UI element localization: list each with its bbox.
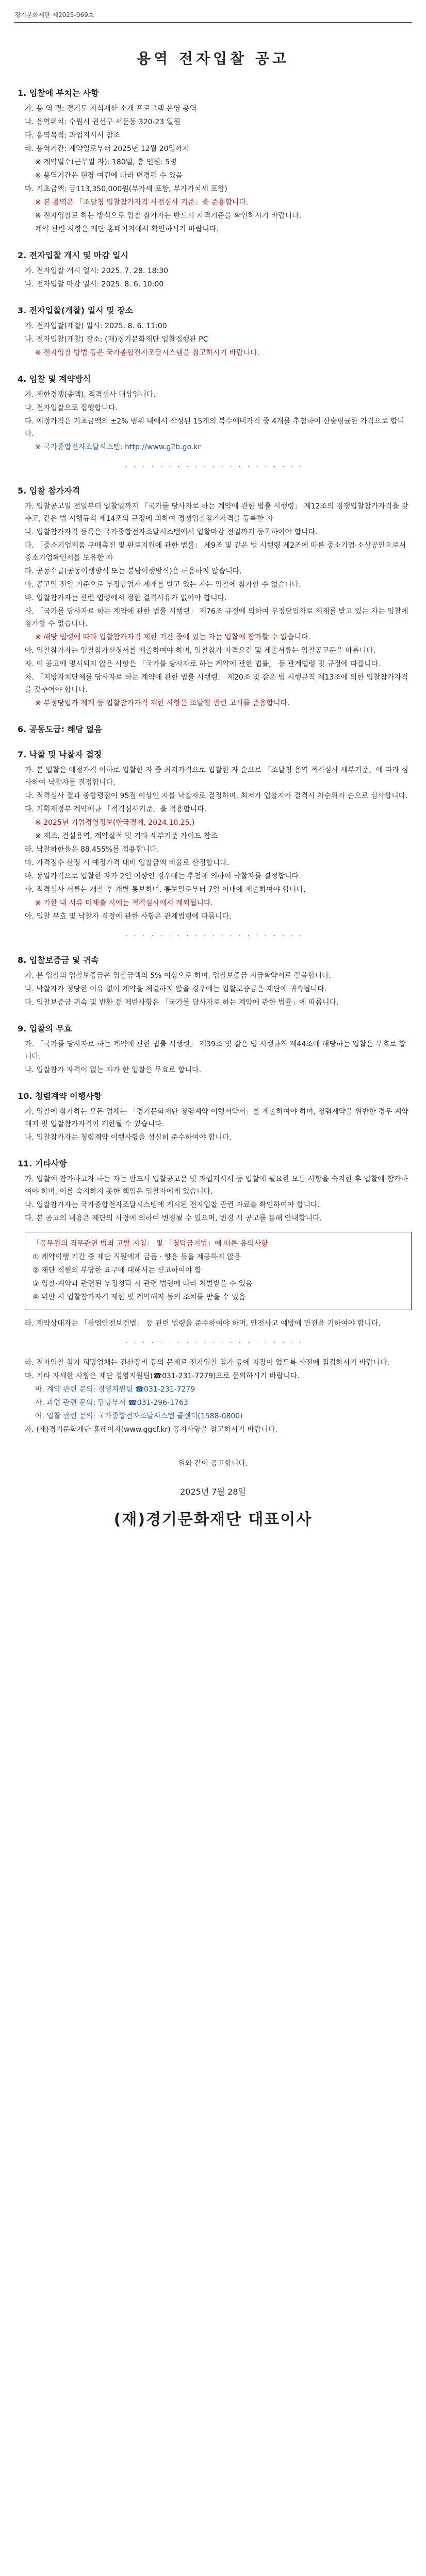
section-divider: · · · · · · · · · · · · · · · · · · · · · xyxy=(125,463,304,471)
section-block xyxy=(18,954,412,1009)
section-line: 사. 과업 관련 문의: 담당부서 ☎031-296-1763 xyxy=(35,1399,188,1407)
section-line: ※ 본 용역은 「조달청 입찰참가자격 사전심사 기준」을 준용합니다. xyxy=(35,198,249,207)
section-block xyxy=(18,723,412,735)
section-line: 라. 전자입찰 참가 희망업체는 전산장비 등의 문제로 전자입찰 참가 등에 지장이 없도록 사전에 점검하시기 바랍니다. xyxy=(25,1359,389,1367)
section-line: 아. 입찰참가자는 입찰참가신청서를 제출하여야 하며, 입찰참가 자격요건 및 제출서류는 입찰공고문을 따릅니다. xyxy=(25,647,375,655)
section-line: 나. 낙찰자가 정당한 이유 없이 계약을 체결하지 않을 경우에는 입찰보증금은 재단에 귀속됩니다. xyxy=(25,985,327,993)
section-line: 라. 낙찰하한율은 88.455%를 적용합니다. xyxy=(25,845,159,854)
section-line: ※ 전자입찰로 하는 방식으로 입찰 참가자는 반드시 자격기준을 확인하시기 바랍니다. xyxy=(35,212,302,220)
section-heading: 9. 입찰의 무효 xyxy=(18,1024,72,1033)
section-line: ※ 기한 내 서류 미제출 시에는 적격심사에서 제외됩니다. xyxy=(35,899,213,907)
section-block xyxy=(18,484,412,709)
section-line: 나. 전자입찰으로 집행합니다. xyxy=(25,404,118,412)
section-line: ※ 부정당업자 제재 등 입찰참가자격 제한 사항은 조달청 관련 고시를 준용합니다. xyxy=(35,699,290,707)
section-line: 자. 이 공고에 명시되지 않은 사항은 「국가를 당사자로 하는 계약에 관한 법률」 등 관계법령 및 규정에 따릅니다. xyxy=(25,660,381,668)
header-divider xyxy=(14,22,412,23)
section-line: 차. 「지방자치단체를 당사자로 하는 계약에 관한 법률 시행령」 제20조 및 같은 법 시행규칙 제13조에 의한 입찰참가자격을 갖추어야 합니다. xyxy=(25,673,408,694)
section-line: 가. 전자입찰 개시 일시: 2025. 7. 28. 18:30 xyxy=(25,267,169,275)
section-line: 다. 예정가격은 기초금액의 ±2% 범위 내에서 작성된 15개의 복수예비가격 중 4개를 추첨하여 산술평균한 가격으로 합니다. xyxy=(25,417,404,438)
section-line: 가. 입찰공고일 전일부터 입찰일까지 「국가를 당사자로 하는 계약에 관한 법률 시행령」 제12조의 경쟁입찰참가자격을 갖추고, 같은 법 시행규칙 제14조의 규정에 의하여 경쟁입찰참가자격을 등록한 자 xyxy=(25,502,408,523)
section-line: 나. 전자입찰(개찰) 장소: (재)경기문화재단 입찰집행관 PC xyxy=(25,335,208,344)
section-block xyxy=(18,748,412,923)
section-line: 다. 입찰보증금 귀속 및 반환 등 제반사항은 「국가를 당사자로 하는 계약에 관한 법률」에 따릅니다. xyxy=(25,998,339,1007)
section-block xyxy=(18,1357,412,1436)
section-line: 나. 적격심사 결과 종합평점이 95점 이상인 자를 낙찰자로 결정하며, 최저가 입찰자가 결격시 차순위자 순으로 심사합니다. xyxy=(25,792,408,800)
section-line: 나. 입찰참가자는 청렴계약 이행사항을 성실히 준수하여야 합니다. xyxy=(25,1133,232,1142)
section-heading: 1. 입찰에 부치는 사항 xyxy=(18,88,99,98)
page-title: 용역 전자입찰 공고 xyxy=(137,50,289,67)
section-line: ※ 전자입찰 방법 등은 국가종합전자조달시스템을 참고하시기 바랍니다. xyxy=(35,349,260,357)
section-line: 라. 용역기간: 계약일로부터 2025년 12월 20일까지 xyxy=(25,145,190,153)
section-line: 마. 가격점수 산정 시 예정가격 대비 입찰금액 비율로 산정합니다. xyxy=(25,859,230,867)
section-block xyxy=(18,1022,412,1076)
section-line: 가. 입찰에 참가하고자 하는 자는 반드시 입찰공고문 및 과업지시서 등 입찰에 필요한 모든 사항을 숙지한 후 입찰에 참가하여야 하며, 이를 숙지하지 못한 책임은 입찰자에게 있습니다. xyxy=(25,1175,408,1196)
section-line: 가. 본 입찰은 예정가격 이하로 입찰한 자 중 최저가격으로 입찰한 자 순으로 「조달청 용역 적격심사 세부기준」에 따라 심사하여 낙찰자를 결정합니다. xyxy=(25,766,408,787)
section-line: 마. 기타 자세한 사항은 재단 경영지원팀(☎031-231-7279)으로 문의하시기 바랍니다. xyxy=(25,1372,300,1380)
section-line: 다. 본 공고의 내용은 재단의 사정에 의하여 변경될 수 있으며, 변경 시 공고를 통해 안내합니다. xyxy=(25,1214,322,1223)
section-heading: 10. 청렴계약 이행사항 xyxy=(18,1091,102,1101)
section-heading: 5. 입찰 참가자격 xyxy=(18,486,80,496)
section-line: 사. 「국가를 당사자로 하는 계약에 관한 법률 시행령」 제76조 규정에 의하여 부정당업자로 제재를 받고 있는 자는 입찰에 참가할 수 없습니다. xyxy=(25,607,408,628)
section-block xyxy=(18,1157,412,1330)
section-line: 다. 「중소기업제품 구매촉진 및 판로지원에 관한 법률」 제9조 및 같은 법 시행령 제2조에 따른 중소기업·소상공인으로서 중소기업확인서를 보유한 자 xyxy=(25,541,406,562)
section-line: 가. 「국가를 당사자로 하는 계약에 관한 법률 시행령」 제39조 및 같은 법 시행규칙 제44조에 해당하는 입찰은 무효로 합니다. xyxy=(25,1040,406,1061)
section-heading: 6. 공동도급: 해당 없음 xyxy=(18,724,102,734)
section-line: 다. 기획재정부 계약예규 「적격심사기준」을 적용합니다. xyxy=(25,805,207,814)
section-line: 마. 기초금액: 금113,350,000원(부가세 포함, 부가가치세 포함) xyxy=(25,185,227,193)
doc-number: 경기문화재단 제2025-069호 xyxy=(14,11,94,19)
section-block xyxy=(18,372,412,453)
spacer xyxy=(14,1437,412,1458)
section-line: ※ 계약일수(근무일 자): 180일, 총 인원: 5명 xyxy=(35,158,177,166)
section-heading: 3. 전자입찰(개찰) 일시 및 장소 xyxy=(18,306,134,315)
section-block xyxy=(18,249,412,291)
section-heading: 2. 전자입찰 개시 및 마감 일시 xyxy=(18,250,129,260)
section-line: 바. 동일가격으로 입찰한 자가 2인 이상인 경우에는 추첨에 의하여 낙찰자를 결정합니다. xyxy=(25,872,301,880)
notice-box xyxy=(25,1232,412,1310)
sections-container xyxy=(18,87,412,1436)
section-line: ※ 해당 법령에 따라 입찰참가자격 제한 기간 중에 있는 자는 입찰에 참가할 수 없습니다. xyxy=(35,633,310,641)
closing-block xyxy=(14,1458,412,1529)
section-line: 가. 본 입찰의 입찰보증금은 입찰금액의 5% 이상으로 하며, 입찰보증금 지급확약서로 갈음합니다. xyxy=(25,972,331,980)
section-line: 라. 계약상대자는 「산업안전보건법」 등 관련 법령을 준수하여야 하며, 안전사고 예방에 만전을 기하여야 합니다. xyxy=(25,1319,381,1328)
section-line: 라. 공동수급(공동이행방식 또는 분담이행방식)은 허용하지 않습니다. xyxy=(25,567,242,575)
section-heading: 7. 낙찰 및 낙찰자 결정 xyxy=(18,750,102,759)
notice-line: ④ 위반 시 입찰참가자격 제한 및 계약해지 등의 조치를 받을 수 있음 xyxy=(32,1293,246,1301)
notice-line: ① 계약이행 기간 중 재단 직원에게 금품 · 향응 등을 제공하지 않음 xyxy=(32,1253,241,1261)
notice-line: ② 재단 직원의 부당한 요구에 대해서는 신고하여야 함 xyxy=(32,1266,202,1275)
section-line: 마. 공고일 전일 기준으로 부정당업자 제재를 받고 있는 자는 입찰에 참가할 수 없습니다. xyxy=(25,581,301,589)
section-line: 가. 입찰에 참가하는 모든 업체는 「경기문화재단 청렴계약 이행서약서」를 제출하여야 하며, 청렴계약을 위반한 경우 계약해지 및 입찰참가자격이 제한될 수 있습니다. xyxy=(25,1108,408,1128)
section-line: ※ 용역기간은 현장 여건에 따라 변경될 수 있음 xyxy=(35,172,183,180)
announce-date: 2025년 7월 28일 xyxy=(180,1487,246,1497)
section-block xyxy=(18,1090,412,1144)
section-divider: · · · · · · · · · · · · · · · · · · · · · xyxy=(125,1339,304,1347)
section-line: 나. 전자입찰 마감 일시: 2025. 8. 6. 10:00 xyxy=(25,280,164,289)
section-line: 바. 입찰참가자는 관련 법령에서 정한 결격사유가 없어야 합니다. xyxy=(25,594,227,602)
section-block xyxy=(18,304,412,359)
section-line: 나. 입찰참가자격 등록은 국가종합전자조달시스템에서 입찰마감 전일까지 등록하여야 합니다. xyxy=(25,528,318,536)
issuer-name: (재)경기문화재단 대표이사 xyxy=(113,1511,313,1529)
section-line: 가. 전자입찰(개찰) 일시: 2025. 8. 6. 11:00 xyxy=(25,322,167,330)
section-line: ※ 2025년 기업경영정보(한국경제, 2024.10.25.) xyxy=(35,819,195,827)
closing-text: 위와 같이 공고합니다. xyxy=(178,1460,248,1468)
section-heading: 11. 기타사항 xyxy=(18,1159,67,1168)
section-line: 아. 입찰 무효 및 낙찰자 결정에 관한 사항은 관계법령에 따릅니다. xyxy=(25,912,232,921)
section-line: 바. 계약 관련 문의: 경영지원팀 ☎031-231-7279 xyxy=(35,1385,195,1394)
document-frame xyxy=(14,10,412,2576)
section-line: 가. 용 역 명: 경기도 지식재산 소개 프로그램 운영 용역 xyxy=(25,105,197,113)
section-line: 계약 관련 사항은 재단 홈페이지에서 확인하시기 바랍니다. xyxy=(35,225,219,233)
section-line: 나. 입찰참가자는 국가종합전자조달시스템에 게시된 전자입찰 관련 자료를 확인하여야 합니다. xyxy=(25,1201,320,1209)
notice-line: 「공무원의 직무관련 범죄 고발 지침」 및 「청탁금지법」에 따른 유의사항 xyxy=(32,1240,268,1248)
section-heading: 8. 입찰보증금 및 귀속 xyxy=(18,955,99,965)
section-line: 나. 용역위치: 수원시 권선구 서둔동 320-23 일원 xyxy=(25,118,181,126)
section-line: 사. 적격심사 서류는 개찰 후 개별 통보하며, 통보일로부터 7일 이내에 제출하여야 합니다. xyxy=(25,886,306,894)
section-line: ※ 제조, 건설용역, 계약실적 및 기타 세부기준 가이드 참조 xyxy=(35,832,218,840)
section-line: 가. 제한경쟁(총액), 적격심사 대상입니다. xyxy=(25,391,156,399)
notice-line: ③ 입찰·계약과 관련된 부정청탁 시 관련 법령에 따라 처벌받을 수 있음 xyxy=(32,1280,253,1288)
section-heading: 4. 입찰 및 계약방식 xyxy=(18,374,91,384)
section-line: 나. 입찰참가 자격이 없는 자가 한 입찰은 무효로 합니다. xyxy=(25,1066,202,1074)
section-line: 아. 입찰 관련 문의: 국가종합전자조달시스템 콜센터(1588-0800) xyxy=(35,1412,243,1420)
section-line: 자. (재)경기문화재단 홈페이지(www.ggcf.kr) 공지사항을 참고하시기 바랍니다. xyxy=(25,1426,277,1434)
section-line: 다. 용역목적: 과업지시서 참조 xyxy=(25,131,120,140)
section-divider: · · · · · · · · · · · · · · · · · · · · · xyxy=(125,932,304,940)
section-line: ※ 국가종합전자조달시스템: http://www.g2b.go.kr xyxy=(35,443,201,451)
section-block xyxy=(18,87,412,235)
